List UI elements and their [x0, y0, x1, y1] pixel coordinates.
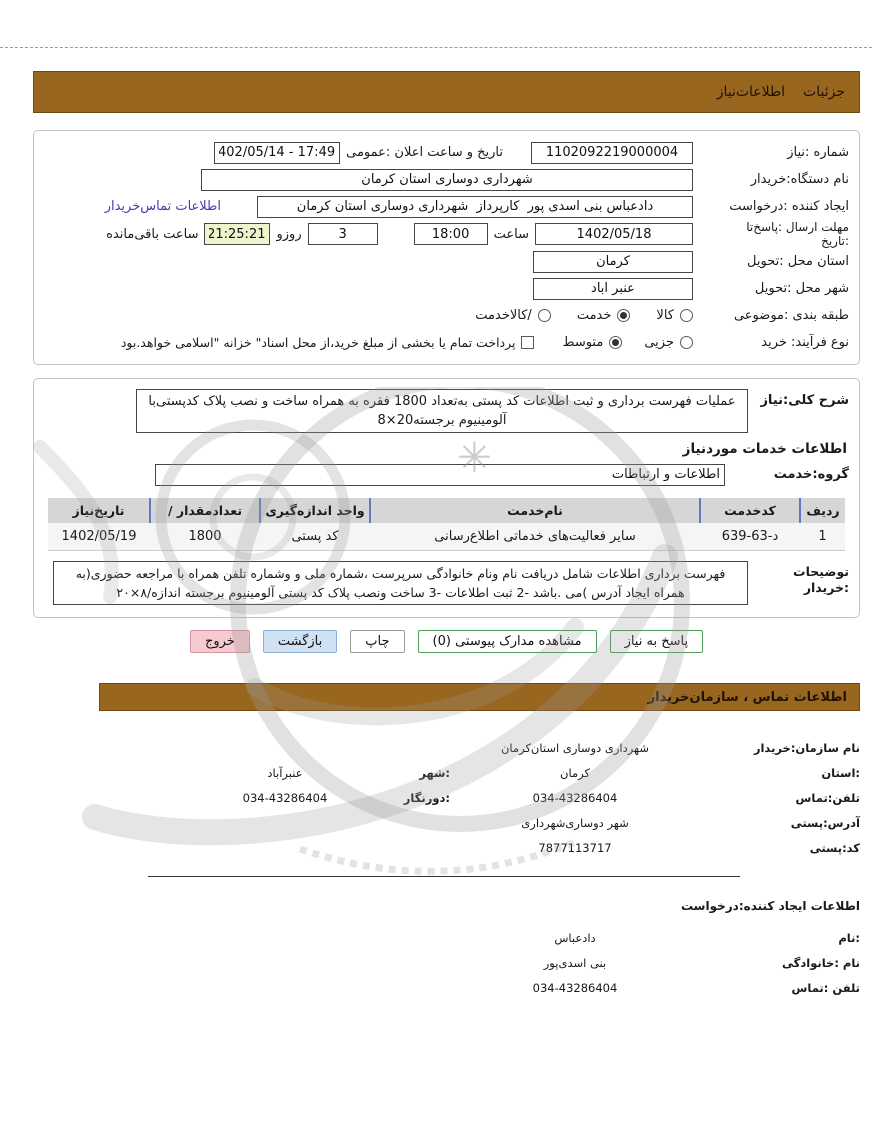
creator-name-row [33, 925, 860, 950]
process-medium-radio[interactable] [609, 336, 622, 349]
category-both-label: /کالاخدمت [475, 308, 532, 323]
cell-row-number: 1 [800, 523, 845, 551]
creator-phone-value: 034-43286404 [532, 980, 618, 995]
request-creator-field[interactable] [257, 196, 693, 218]
spacer [384, 234, 408, 235]
address-label: آدرس:پستی [790, 815, 860, 830]
watermark-star-icon: ✳ [456, 433, 492, 482]
category-service-label: خدمت [576, 308, 612, 323]
services-table-header-row [48, 498, 845, 523]
buyer-contact-title: اطلاعات تماس ، سازمان‌خریدار [647, 689, 847, 705]
creator-family-value: بنی اسدی‌پور [543, 955, 607, 970]
delivery-province-row [44, 248, 849, 275]
buyer-contact-title-bar [99, 683, 860, 711]
spacer [628, 342, 638, 343]
creator-name-label: :نام [838, 930, 860, 945]
city-label: :شهر [419, 765, 450, 780]
need-summary-box: عملیات فهرست برداری و ثبت اطلاعات کد پستی به‌تعداد 1800 فقره به همراه ساخت و نصب پلاک کدپستی‌با آلومینیوم برجسته20×8 [136, 389, 748, 433]
buyer-notes-label [754, 561, 849, 596]
announce-datetime-label: تاریخ و ساعت اعلان :عمومی [346, 145, 503, 160]
treasury-note-label: پرداخت تمام یا بخشی از مبلغ خرید،از محل اسناد" خزانه "اسلامی خواهد.بود [120, 335, 516, 350]
need-number-label: شماره :نیاز [787, 145, 849, 160]
org-name-value: شهرداری دوساری استان‌کرمان [500, 740, 649, 755]
general-info-panel [33, 130, 860, 365]
delivery-province-field[interactable] [533, 251, 693, 273]
request-creator-header: اطلاعات ایجاد کننده:درخواست [680, 899, 860, 913]
buyer-org-label: نام دستگاه:خریدار [750, 172, 849, 187]
creator-family-label: نام :خانوادگی [782, 955, 860, 970]
col-service-code: کدخدمت [700, 498, 800, 523]
province-value: کرمان [560, 765, 590, 780]
answer-need-button[interactable]: پاسخ به نیاز [610, 630, 704, 653]
buyer-notes-row [44, 561, 849, 605]
phone-fax-row [33, 785, 860, 810]
cell-need-date: 1402/05/19 [48, 523, 150, 551]
need-number-field[interactable] [531, 142, 693, 164]
treasury-checkbox[interactable] [521, 336, 534, 349]
fax-value: 034-43286404 [242, 790, 328, 805]
delivery-city-label: شهر محل :تحویل [754, 281, 849, 296]
view-attachments-button[interactable]: مشاهده مدارک پیوستی (0) [418, 630, 597, 653]
subject-category-row [44, 302, 849, 329]
action-buttons-row [33, 630, 860, 653]
tab-details[interactable]: جزئیات [803, 84, 845, 100]
address-value: شهر دوساری‌شهرداری [521, 815, 629, 830]
page-content [33, 71, 860, 1000]
purchase-process-label: نوع فرآیند: خرید [761, 335, 849, 350]
reply-deadline-row [44, 220, 849, 248]
address-row [33, 810, 860, 835]
cell-unit: کد پستی [260, 523, 370, 551]
postal-code-value: 7877113717 [538, 840, 612, 855]
delivery-city-field[interactable] [533, 278, 693, 300]
days-field[interactable] [308, 223, 378, 245]
subject-category-label: طبقه بندی :موضوعی [733, 308, 849, 323]
col-service-name: نام‌خدمت [370, 498, 700, 523]
buyer-notes-box: فهرست برداری اطلاعات شامل دریافت نام ونام خانوادگی سرپرست ،شماره ملی و وشماره تلفن همراه با مراجعه حضوری(به همراه ایجاد آدرس )می .باشد -2 ثبت اطلاعات -3 ساخت ونصب پلاک کد پستی آلومینیوم برجسته اندازه/۸×۲۰ [53, 561, 748, 605]
need-summary-row [44, 389, 849, 433]
phone-value: 034-43286404 [532, 790, 618, 805]
buyer-notes-label-line1: توضیحات [793, 564, 849, 579]
category-goods-label: کالا [656, 308, 674, 323]
cell-service-name: سایر فعالیت‌های خدماتی اطلاع‌رسانی [370, 523, 700, 551]
remaining-time-field[interactable] [204, 223, 270, 245]
postal-code-label: کد:پستی [809, 840, 860, 855]
phone-label: تلفن:تماس [795, 790, 860, 805]
buyer-contact-section [33, 711, 860, 1000]
creator-phone-label: تلفن :تماس [791, 980, 860, 995]
spacer [540, 342, 556, 343]
announce-datetime-field[interactable] [214, 142, 340, 164]
request-creator-info [33, 925, 860, 1000]
request-creator-row [44, 193, 849, 220]
process-minor-radio[interactable] [680, 336, 693, 349]
contact-divider [148, 876, 740, 877]
tab-need-info[interactable]: اطلاعات‌نیاز [716, 84, 786, 100]
remaining-time-label: ساعت باقی‌مانده [106, 226, 199, 242]
spacer [557, 315, 571, 316]
province-city-row [33, 760, 860, 785]
service-group-row [44, 461, 849, 488]
buyer-org-field[interactable] [201, 169, 693, 191]
cell-service-code: د-63-639 [700, 523, 800, 551]
deadline-date-field[interactable] [535, 223, 693, 245]
spacer [636, 315, 650, 316]
spacer [509, 152, 525, 153]
process-minor-label: جزیی [644, 335, 674, 350]
category-goods-radio[interactable] [680, 309, 693, 322]
deadline-time-field[interactable] [414, 223, 488, 245]
days-label: روزو [276, 226, 302, 242]
buyer-notes-label-line2: :خریدار [803, 580, 849, 595]
table-row[interactable] [48, 523, 845, 551]
process-medium-label: متوسط [562, 335, 604, 350]
need-number-row [44, 139, 849, 166]
need-summary-label: شرح کلی:نیاز [760, 393, 849, 408]
top-dashed-divider [0, 47, 872, 48]
delivery-province-label: استان محل :تحویل [747, 254, 849, 269]
need-description-panel [33, 378, 860, 618]
hour-label: ساعت [493, 226, 529, 242]
org-name-row [33, 735, 860, 760]
exit-button[interactable]: خروج [190, 630, 250, 653]
services-table [48, 498, 845, 551]
print-button[interactable]: چاپ [350, 630, 404, 653]
purchase-process-row [44, 329, 849, 356]
fax-label: :دورنگار [403, 790, 450, 805]
reply-deadline-label-line1: مهلت ارسال :پاسخ‌تا [746, 220, 849, 234]
col-need-date: تاریخ‌نیاز [48, 498, 150, 523]
org-name-label: نام سازمان:خریدار [753, 740, 860, 755]
creator-name-value: دادعباس [554, 930, 596, 945]
city-value: عنبرآباد [267, 765, 303, 780]
category-both-radio[interactable] [538, 309, 551, 322]
reply-deadline-label-line2: :تاریخ [821, 234, 849, 248]
need-info-title-bar [33, 71, 860, 113]
province-label: :استان [821, 765, 860, 780]
buyer-contact-link[interactable]: اطلاعات تماس‌خریدار [104, 199, 221, 214]
delivery-city-row [44, 275, 849, 302]
service-group-field[interactable] [155, 464, 725, 486]
col-unit: واحد اندازه‌گیری [260, 498, 370, 523]
cell-quantity: 1800 [150, 523, 260, 551]
service-group-label: گروه:خدمت [773, 467, 849, 482]
postal-code-row [33, 835, 860, 860]
creator-phone-row [33, 975, 860, 1000]
buyer-org-row [44, 166, 849, 193]
creator-family-row [33, 950, 860, 975]
spacer [227, 206, 251, 207]
col-row-number: ردیف [800, 498, 845, 523]
category-service-radio[interactable] [617, 309, 630, 322]
col-quantity: تعدادمقدار / [150, 498, 260, 523]
back-button[interactable]: بازگشت [263, 630, 337, 653]
request-creator-label: ایجاد کننده :درخواست [729, 199, 849, 214]
services-section-header: اطلاعات خدمات موردنیاز [682, 441, 847, 457]
reply-deadline-label [699, 220, 849, 248]
